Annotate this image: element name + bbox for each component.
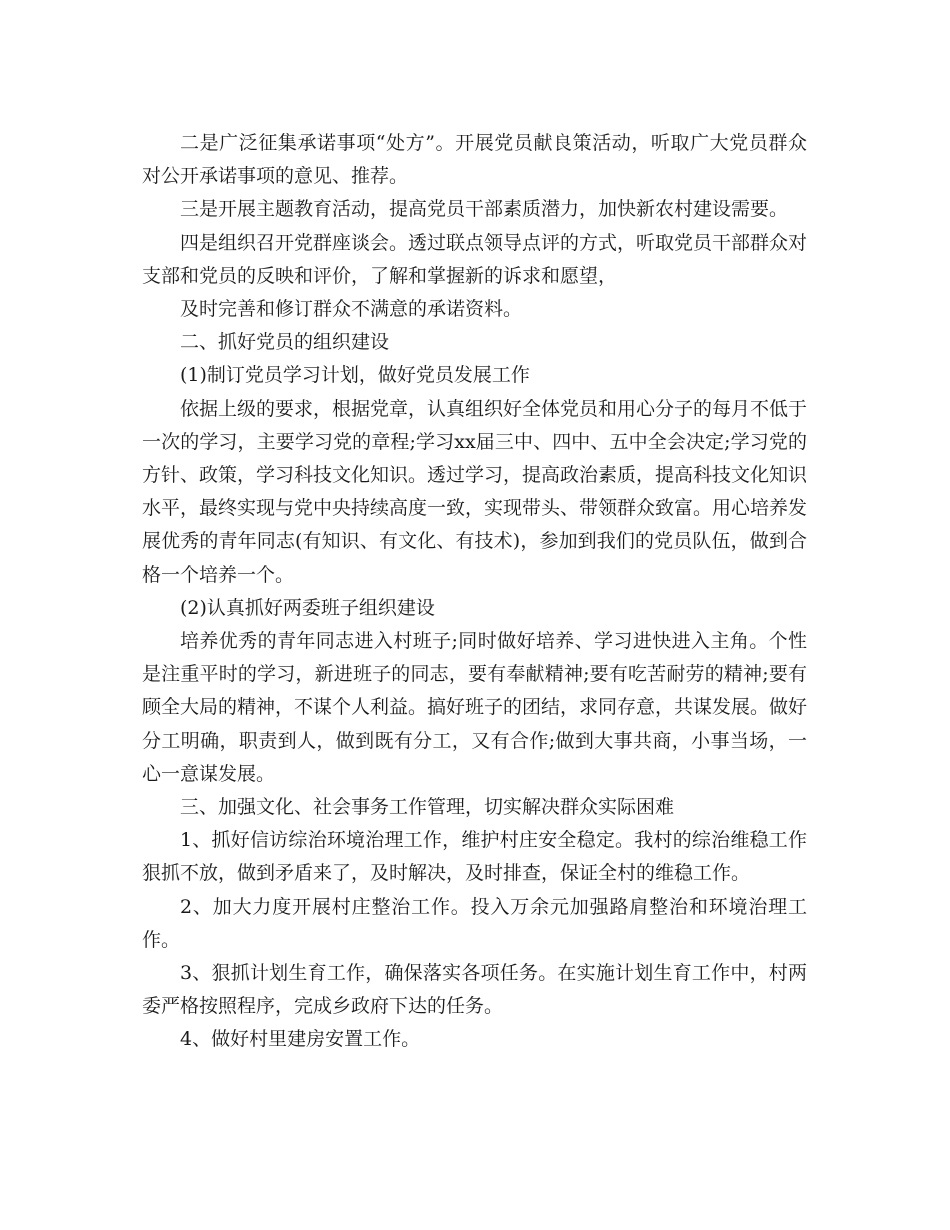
subsection-heading: (2)认真抓好两委班子组织建设 [180, 596, 435, 619]
paragraph-item: 二是广泛征集承诺事项“处方”。开展党员献良策活动，听取广大党员群众对公开承诺事项的意见、推荐。 [142, 132, 807, 188]
paragraph-item: 培养优秀的青年同志进入村班子;同时做好培养、学习进快进入主角。个性是注重平时的学习，新进班子的同志，要有奉献精神;要有吃苦耐劳的精神;要有顾全大局的精神，不谋个人利益。搞好班子的团结，求同存意，共谋发展。做好分工明确，职责到人，做到既有分工，又有合作;做到大事共商，小事当场，一心一意谋发展。 [142, 630, 808, 785]
paragraph-item: 1、抓好信访综治环境治理工作，维护村庄安全稳定。我村的综治维稳工作狠抓不放，做到矛盾来了，及时解决，及时排查，保证全村的维稳工作。 [142, 829, 807, 885]
section-heading: 三、加强文化、社会事务工作管理，切实解决群众实际困难 [180, 796, 675, 819]
subsection-heading: (1)制订党员学习计划，做好党员发展工作 [180, 364, 530, 387]
paragraph-item: 2、加大力度开展村庄整治工作。投入万余元加强路肩整治和环境治理工作。 [142, 895, 807, 951]
paragraph-item: 依据上级的要求，根据党章，认真组织好全体党员和用心分子的每月不低于一次的学习，主要学习党的章程;学习xx届三中、四中、五中全会决定;学习党的方针、政策，学习科技文化知识。透过学习，提高政治素质，提高科技文化知识水平，最终实现与党中央持续高度一致，实现带头、带领群众致富。用心培养发展优秀的青年同志(有知识、有文化、有技术)，参加到我们的党员队伍，做到合格一个培养一个。 [142, 397, 808, 586]
section-heading: 二、抓好党员的组织建设 [180, 331, 390, 354]
document-body [142, 127, 807, 1057]
paragraph-item: 三是开展主题教育活动，提高党员干部素质潜力，加快新农村建设需要。 [180, 198, 789, 221]
paragraph-item: 及时完善和修订群众不满意的承诺资料。 [180, 298, 523, 321]
paragraph-item: 3、狠抓计划生育工作，确保落实各项任务。在实施计划生育工作中，村两委严格按照程序，完成乡政府下达的任务。 [142, 962, 807, 1018]
paragraph-item: 四是组织召开党群座谈会。透过联点领导点评的方式，听取党员干部群众对支部和党员的反映和评价，了解和掌握新的诉求和愿望， [142, 231, 808, 287]
paragraph-item: 4、做好村里建房安置工作。 [180, 1028, 421, 1051]
